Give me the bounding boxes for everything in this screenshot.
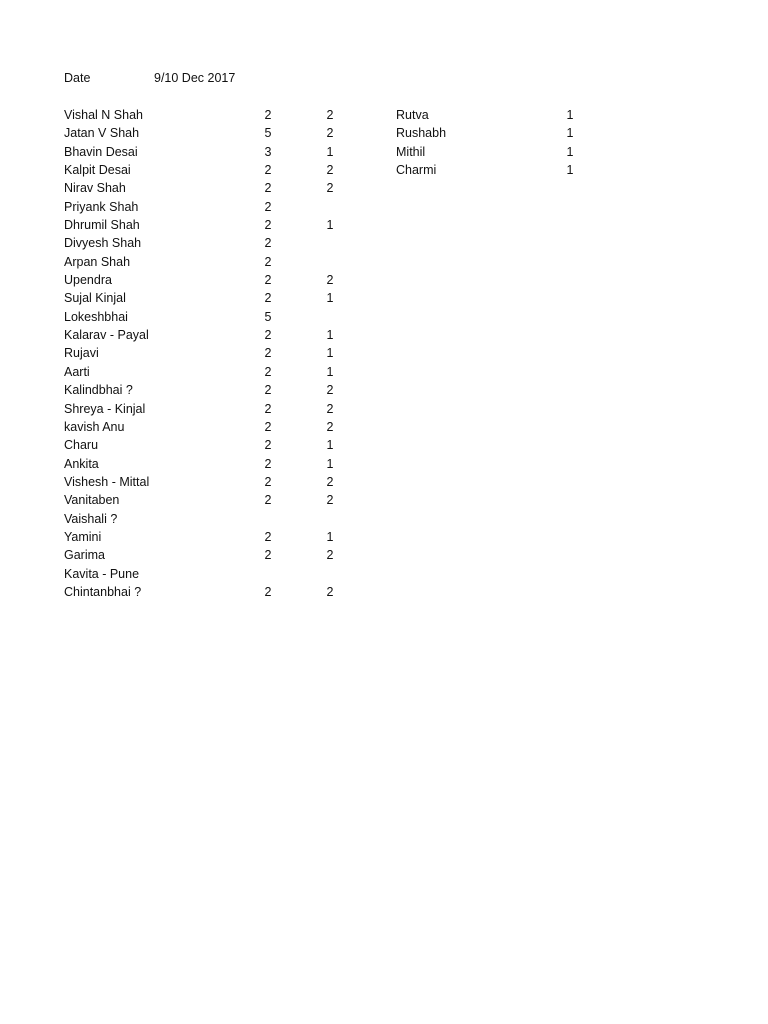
- table-row: [64, 289, 364, 307]
- row-name: Chintanbhai ?: [64, 584, 142, 599]
- table-row: [396, 106, 596, 124]
- table-row: [64, 161, 364, 179]
- row-value-1: 2: [264, 474, 272, 489]
- row-name: Divyesh Shah: [64, 236, 142, 251]
- date-value: 9/10 Dec 2017: [154, 71, 236, 85]
- row-name: Ankita: [64, 456, 99, 471]
- table-row: [64, 491, 364, 509]
- row-value-1: 1: [566, 144, 574, 159]
- row-name: Bhavin Desai: [64, 144, 138, 159]
- row-value-2: 1: [326, 364, 334, 379]
- row-value-2: 2: [326, 584, 334, 599]
- table-row: [64, 510, 364, 528]
- row-name: Upendra: [64, 273, 112, 288]
- row-name: Nirav Shah: [64, 181, 126, 196]
- row-value-1: 3: [264, 144, 272, 159]
- row-name: Kalpit Desai: [64, 163, 131, 178]
- row-value-2: 2: [326, 108, 334, 122]
- row-name: Aarti: [64, 364, 90, 379]
- row-value-1: 2: [264, 163, 272, 178]
- row-value-1: 2: [264, 438, 272, 453]
- row-value-1: 2: [264, 254, 272, 269]
- table-row: [64, 363, 364, 381]
- row-value-2: 1: [326, 291, 334, 306]
- row-name: kavish Anu: [64, 419, 125, 434]
- row-value-2: 2: [326, 493, 334, 508]
- row-name: Vaishali ?: [64, 511, 118, 526]
- row-value-1: 2: [264, 548, 272, 563]
- date-label: Date: [64, 71, 91, 85]
- row-name: Rushabh: [396, 126, 447, 141]
- row-value-1: 5: [264, 126, 272, 141]
- row-value-1: 2: [264, 493, 272, 508]
- row-value-1: 2: [264, 346, 272, 361]
- row-name: Kalarav - Payal: [64, 328, 149, 343]
- row-value-1: 2: [264, 383, 272, 398]
- row-value-1: 5: [264, 309, 272, 324]
- attendee-list-left: [64, 106, 364, 601]
- row-value-2: 2: [326, 548, 334, 563]
- row-value-1: 2: [264, 364, 272, 379]
- row-name: Priyank Shah: [64, 199, 139, 214]
- table-row: [396, 161, 596, 179]
- row-value-1: 1: [566, 108, 574, 122]
- row-value-1: 1: [566, 163, 574, 178]
- row-value-1: 2: [264, 199, 272, 214]
- date-header: [64, 69, 464, 87]
- row-value-2: 2: [326, 126, 334, 141]
- row-value-2: 1: [326, 438, 334, 453]
- table-row: [64, 308, 364, 326]
- row-value-1: 2: [264, 529, 272, 544]
- row-value-1: 1: [566, 126, 574, 141]
- table-row: [64, 473, 364, 491]
- row-name: Charmi: [396, 163, 437, 178]
- table-row: [64, 583, 364, 601]
- row-value-1: 2: [264, 273, 272, 288]
- row-value-1: 2: [264, 401, 272, 416]
- row-name: Rujavi: [64, 346, 99, 361]
- row-value-2: 1: [326, 456, 334, 471]
- table-row: [64, 418, 364, 436]
- table-row: [64, 400, 364, 418]
- table-row: [396, 124, 596, 142]
- row-name: Kalindbhai ?: [64, 383, 133, 398]
- row-value-2: 1: [326, 328, 334, 343]
- table-row: [64, 179, 364, 197]
- table-row: [64, 198, 364, 216]
- table-row: [64, 455, 364, 473]
- table-row: [64, 234, 364, 252]
- row-value-1: 2: [264, 181, 272, 196]
- row-value-2: 1: [326, 529, 334, 544]
- row-name: Garima: [64, 548, 105, 563]
- row-name: Vanitaben: [64, 493, 120, 508]
- row-value-1: 2: [264, 584, 272, 599]
- row-value-1: 2: [264, 218, 272, 233]
- table-row: [64, 546, 364, 564]
- table-row: [64, 143, 364, 161]
- table-row: [64, 381, 364, 399]
- row-value-1: 2: [264, 328, 272, 343]
- row-value-1: 2: [264, 108, 272, 122]
- row-name: Vishesh - Mittal: [64, 474, 150, 489]
- table-row: [64, 528, 364, 546]
- row-name: Sujal Kinjal: [64, 291, 126, 306]
- row-value-1: 2: [264, 419, 272, 434]
- table-row: [64, 124, 364, 142]
- row-name: Jatan V Shah: [64, 126, 140, 141]
- row-value-2: 2: [326, 163, 334, 178]
- row-value-2: 1: [326, 218, 334, 233]
- row-value-2: 2: [326, 419, 334, 434]
- row-name: Charu: [64, 438, 99, 453]
- row-name: Lokeshbhai: [64, 309, 128, 324]
- row-value-1: 2: [264, 456, 272, 471]
- row-name: Shreya - Kinjal: [64, 401, 146, 416]
- table-row: [64, 253, 364, 271]
- table-row: [64, 326, 364, 344]
- row-name: Arpan Shah: [64, 254, 131, 269]
- row-name: Yamini: [64, 529, 102, 544]
- row-name: Rutva: [396, 108, 429, 122]
- row-value-2: 2: [326, 273, 334, 288]
- row-value-2: 2: [326, 181, 334, 196]
- row-value-1: 2: [264, 291, 272, 306]
- table-row: [396, 143, 596, 161]
- row-name: Mithil: [396, 144, 426, 159]
- row-value-2: 1: [326, 144, 334, 159]
- row-value-2: 2: [326, 474, 334, 489]
- table-row: [64, 565, 364, 583]
- row-value-2: 2: [326, 401, 334, 416]
- attendee-list-right: [396, 106, 596, 179]
- table-row: [64, 344, 364, 362]
- row-name: Dhrumil Shah: [64, 218, 140, 233]
- row-name: Vishal N Shah: [64, 108, 143, 122]
- table-row: [64, 271, 364, 289]
- row-value-2: 2: [326, 383, 334, 398]
- table-row: [64, 106, 364, 124]
- table-row: [64, 216, 364, 234]
- row-name: Kavita - Pune: [64, 566, 140, 581]
- row-value-2: 1: [326, 346, 334, 361]
- row-value-1: 2: [264, 236, 272, 251]
- table-row: [64, 436, 364, 454]
